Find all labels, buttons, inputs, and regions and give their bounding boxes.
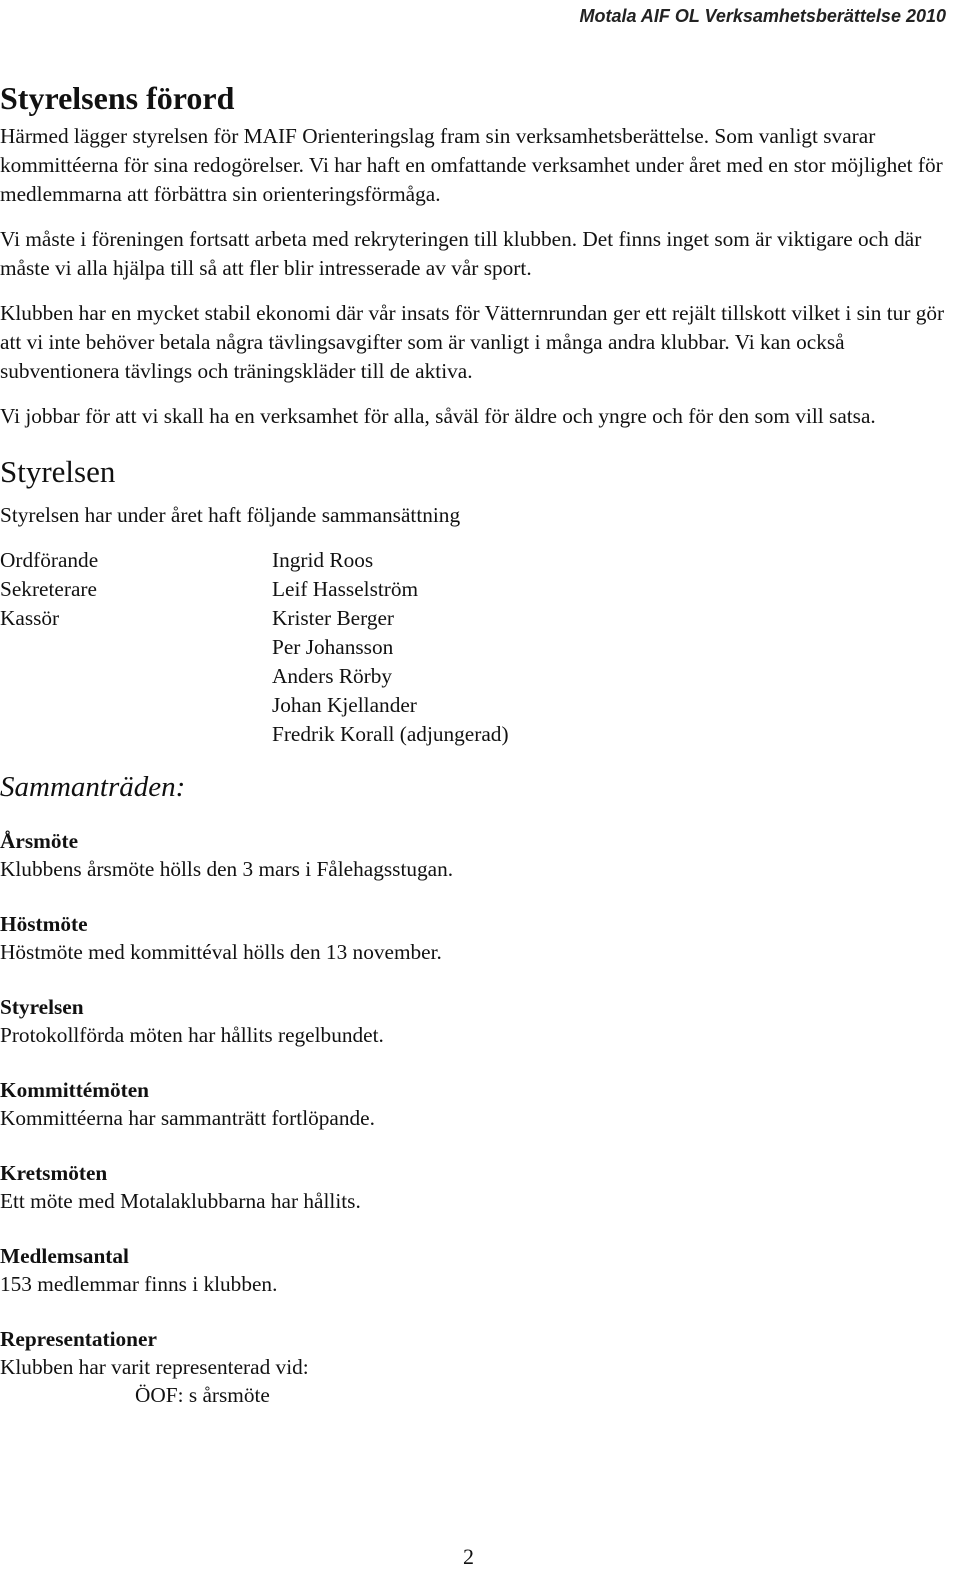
board-member: Anders Rörby [272,664,393,688]
foreword-paragraph-4: Vi jobbar för att vi skall ha en verksamhet för alla, såväl för äldre och yngre och för den som vill satsa. [0,404,876,428]
representation-title: Representationer [0,1327,157,1351]
meeting-section-text: Ett möte med Motalaklubbarna har hållits. [0,1189,361,1213]
representation-item: ÖOF: s årsmöte [135,1383,270,1407]
meeting-section-text: Höstmöte med kommittéval hölls den 13 november. [0,940,442,964]
board-members [272,546,945,749]
foreword-paragraph-1: Härmed lägger styrelsen för MAIF Orienteringslag fram sin verksamhetsberättelse. Som vanligt svarar kommittéerna för sina redogörelser. Vi har haft en omfattande verksamhet under året med en stor möjlighet för medlemmarna att förbättra sin orienteringsförmåga. [0,124,943,206]
meeting-section-title: Höstmöte [0,912,88,936]
page-number: 2 [463,1544,474,1569]
representation-text: Klubben har varit representerad vid: [0,1355,309,1379]
page-content [0,78,945,1436]
representation-section [0,1325,945,1409]
board-role: Ordförande [0,548,99,572]
meeting-section [0,993,945,1049]
board-roles [0,546,272,749]
meeting-section [0,1159,945,1215]
meeting-section-text: Protokollförda möten har hållits regelbundet. [0,1023,384,1047]
meeting-section-title: Årsmöte [0,829,79,853]
meeting-section [0,1242,945,1298]
running-header: Motala AIF OL Verksamhetsberättelse 2010 [579,6,946,26]
foreword-paragraph-3: Klubben har en mycket stabil ekonomi där vår insats för Vätternrundan ger ett rejält tillskott vilket i sin tur gör att vi inte behöver betala några tävlingsavgifter som är vanligt i många andra klubbar. Vi kan också subventionera tävlings och träningskläder till de aktiva. [0,301,945,383]
meeting-section [0,827,945,883]
meeting-section-text: Klubbens årsmöte hölls den 3 mars i Fålehagsstugan. [0,857,454,881]
meeting-section-title: Kommittémöten [0,1078,150,1102]
meeting-section-title: Kretsmöten [0,1161,108,1185]
board-member: Fredrik Korall (adjungerad) [272,722,509,746]
meeting-section [0,1076,945,1132]
board-role: Kassör [0,606,60,630]
board-member: Per Johansson [272,635,394,659]
meeting-section-title: Styrelsen [0,995,84,1019]
board-member: Johan Kjellander [272,693,417,717]
meeting-section [0,910,945,966]
meetings-title: Sammanträden: [0,771,186,803]
meeting-section-text: Kommittéerna har sammanträtt fortlöpande. [0,1106,375,1130]
board-member: Ingrid Roos [272,548,374,572]
board-composition [0,546,945,749]
board-member: Leif Hasselström [272,577,419,601]
board-role: Sekreterare [0,577,97,601]
meeting-section-text: 153 medlemmar finns i klubben. [0,1272,278,1296]
meeting-section-title: Medlemsantal [0,1244,129,1268]
board-member: Krister Berger [272,606,395,630]
board-title: Styrelsen [0,454,116,489]
board-intro: Styrelsen har under året haft följande sammansättning [0,503,461,527]
foreword-paragraph-2: Vi måste i föreningen fortsatt arbeta med rekryteringen till klubben. Det finns inget som är viktigare och där måste vi alla hjälpa till så att fler blir intresserade av vår sport. [0,227,922,280]
foreword-title: Styrelsens förord [0,80,235,116]
